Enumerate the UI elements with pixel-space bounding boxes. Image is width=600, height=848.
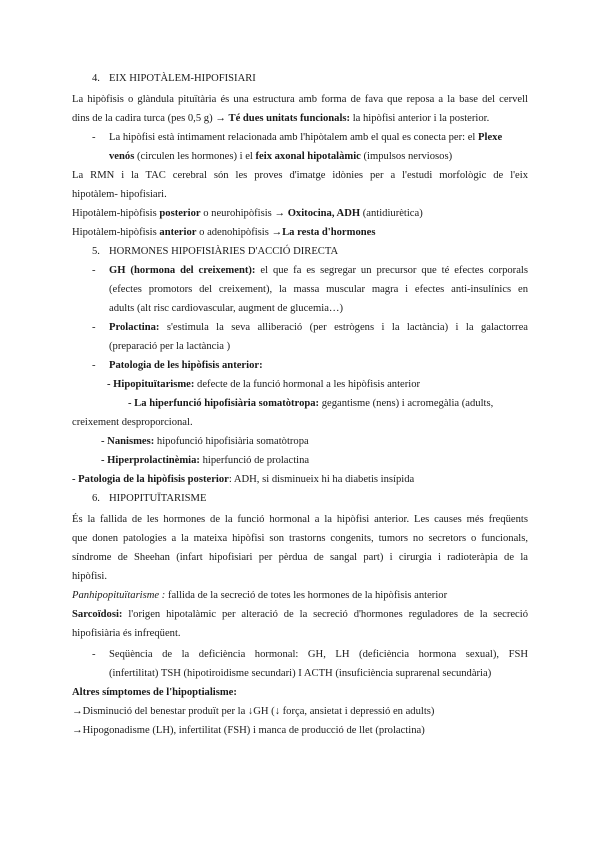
paragraph-line: Panhipopituïtarisme : fallida de la secreció de totes les hormones de la hipòfisis anterior <box>72 590 448 601</box>
sub-item: - Nanismes: hipofunció hipofisiària somatòtropa <box>101 436 309 447</box>
paragraph-line: La hipòfisis o glàndula pituïtària és una estructura amb forma de fava que reposa a la base del cervell <box>72 94 528 105</box>
symptom-line: →Disminució del benestar produït per la ↓GH (↓ força, ansietat i depressió en adults) <box>72 706 435 717</box>
paragraph-line: síndrome de Sheehan (infart hipofisiari per pèrdua de sangal part) i cirurgia i radioteràpia de la <box>72 552 528 563</box>
gh-line: GH (hormona del creixement): el que fa es segregar un precursor que té efectes corporals <box>109 265 528 276</box>
paragraph-line: Sarcoïdosi: l'origen hipotalàmic per alteració de la secreció d'hormones reguladores de la secreció <box>72 609 528 620</box>
paragraph-line: - Patologia de la hipòfisis posterior: ADH, si disminueix hi ha diabetis insípida <box>72 474 415 485</box>
symptoms-heading: Altres símptomes de l'hipoptialisme: <box>72 687 237 698</box>
paragraph-line: que donen patologies a la mateixa hipòfisi son trastorns congenits, tumors no secretors o funcionals, <box>72 533 528 544</box>
prolactin-line: (preparació per la lactància ) <box>109 341 231 352</box>
sub-item-continuation: creixement desproporcional. <box>72 417 193 428</box>
paragraph-line: hipotàlem- hipofisiari. <box>72 189 167 200</box>
gh-line: (efectes promotors del creixement), la massa muscular magra i efectes anti-insulínics en <box>109 284 528 295</box>
list-item-continuation: venós (circulen les hormones) i el feix axonal hipotalàmic (impulsos nerviosos) <box>109 151 453 162</box>
gh-line: adults (alt risc cardiovascular, augment de glucemia…) <box>109 303 344 314</box>
paragraph-line: La RMN i la TAC cerebral són les proves d'imatge idònies per a l'estudi morfològic de l'eix <box>72 170 528 181</box>
sequence-line: Seqüència de la deficiència hormonal: GH, LH (deficiència hormona sexual), FSH <box>109 649 528 660</box>
sub-item: - La hiperfunció hipofisiària somatòtropa: gegantisme (nens) i acromegàlia (adults, <box>128 398 494 409</box>
paragraph-line: És la fallida de les hormones de la funció hormonal a la hipòfisi anterior. Les causes més freqüents <box>72 514 528 525</box>
paragraph-line: Hipotàlem-hipòfisis posterior o neurohipòfisis → Oxitocina, ADH (antidiurètica) <box>72 208 423 219</box>
paragraph-line: hipofisiària és infreqüent. <box>72 628 181 639</box>
sub-item: - Hipopituïtarisme: defecte de la funció hormonal a les hipòfisis anterior <box>107 379 421 390</box>
symptom-line: →Hipogonadisme (LH), infertilitat (FSH) i manca de producció de llet (prolactina) <box>72 725 425 736</box>
paragraph-line: dins de la cadira turca (pes 0,5 g) → Té dues unitats funcionals: la hipòfisi anterior i la posterior. <box>72 113 490 124</box>
document-page: 4. EIX HIPOTÀLEM-HIPOFISIARI La hipòfisis o glàndula pituïtària és una estructura amb forma de fava que reposa a la base del cervell dins de la cadira turca (pes 0,5 g) → Té dues unitats funcionals: la hipòfisi anterior i la posterior. - La hipòfisi està íntimament relacionada amb l'hipòtalem amb el qual es conecta per: el Plexe venós (circulen les hormones) i el feix axonal hipotalàmic (impulsos nerviosos) La RMN i la TAC cerebral són les proves d'imatge idònies per a l'estudi morfològic de l'eix hipotàlem- hipofisiari. Hipotàlem-hipòfisis posterior o neurohipòfisis → Oxitocina, ADH (antidiurètica) Hipotàlem-hipòfisis anterior o adenohipòfisis →La resta d'hormones 5. HORMONES HIPOFISIÀRIES D'ACCIÓ DIRECTA - GH (hormona del creixement): el que fa es segregar un precursor que té efectes corporals (efectes promotors del creixement), la massa muscular magra i efectes anti-insulínics en adults (alt risc cardiovascular, augment de glucemia…) - Prolactina: s'estimula la seva alliberació (per estrògens i la lactància) i la galactorrea (preparació per la lactància ) - Patologia de les hipòfisis anterior: - Hipopituïtarisme: defecte de la funció hormonal a les hipòfisis anterior - La hiperfunció hipofisiària somatòtropa: gegantisme (nens) i acromegàlia (adults, creixement desproporcional. - Nanismes: hipofunció hipofisiària somatòtropa - Hiperprolactinèmia: hiperfunció de prolactina - Patologia de la hipòfisis posterior: ADH, si disminueix hi ha diabetis insípida 6. HIPOPITUÏTARISME És la fallida de les hormones de la funció hormonal a la hipòfisi anterior. Les causes més freqüents que donen patologies a la mateixa hipòfisi son trastorns congenits, tumors no secretors o funcionals, síndrome de Sheehan (infart hipofisiari per pèrdua de sangal part) i cirurgia i radioteràpia de la hipòfisi. Panhipopituïtarisme : fallida de la secreció de totes les hormones de la hipòfisis anterior Sarcoïdosi: l'origen hipotalàmic per alteració de la secreció d'hormones reguladores de la secreció hipofisiària és infreqüent. - Seqüència de la deficiència hormonal: GH, LH (deficiència hormona sexual), FSH (infertilitat) TSH (hipotiroidisme secundari) I ACTH (insuficiència suprarenal secundària) Altres símptomes de l'hipoptialisme: →Disminució del benestar produït per la ↓GH (↓ força, ansietat i depressió en adults) →Hipogonadisme (LH), infertilitat (FSH) i manca de producció de llet (prolactina) <box>0 0 600 848</box>
paragraph-line: hipòfisi. <box>72 571 108 582</box>
sub-item: - Hiperprolactinèmia: hiperfunció de prolactina <box>101 455 310 466</box>
paragraph-line: Hipotàlem-hipòfisis anterior o adenohipòfisis →La resta d'hormones <box>72 227 376 238</box>
prolactin-line: Prolactina: s'estimula la seva alliberació (per estrògens i la lactància) i la galactorrea <box>109 322 528 333</box>
sequence-line: (infertilitat) TSH (hipotiroidisme secundari) I ACTH (insuficiència suprarenal secundària) <box>109 668 492 679</box>
